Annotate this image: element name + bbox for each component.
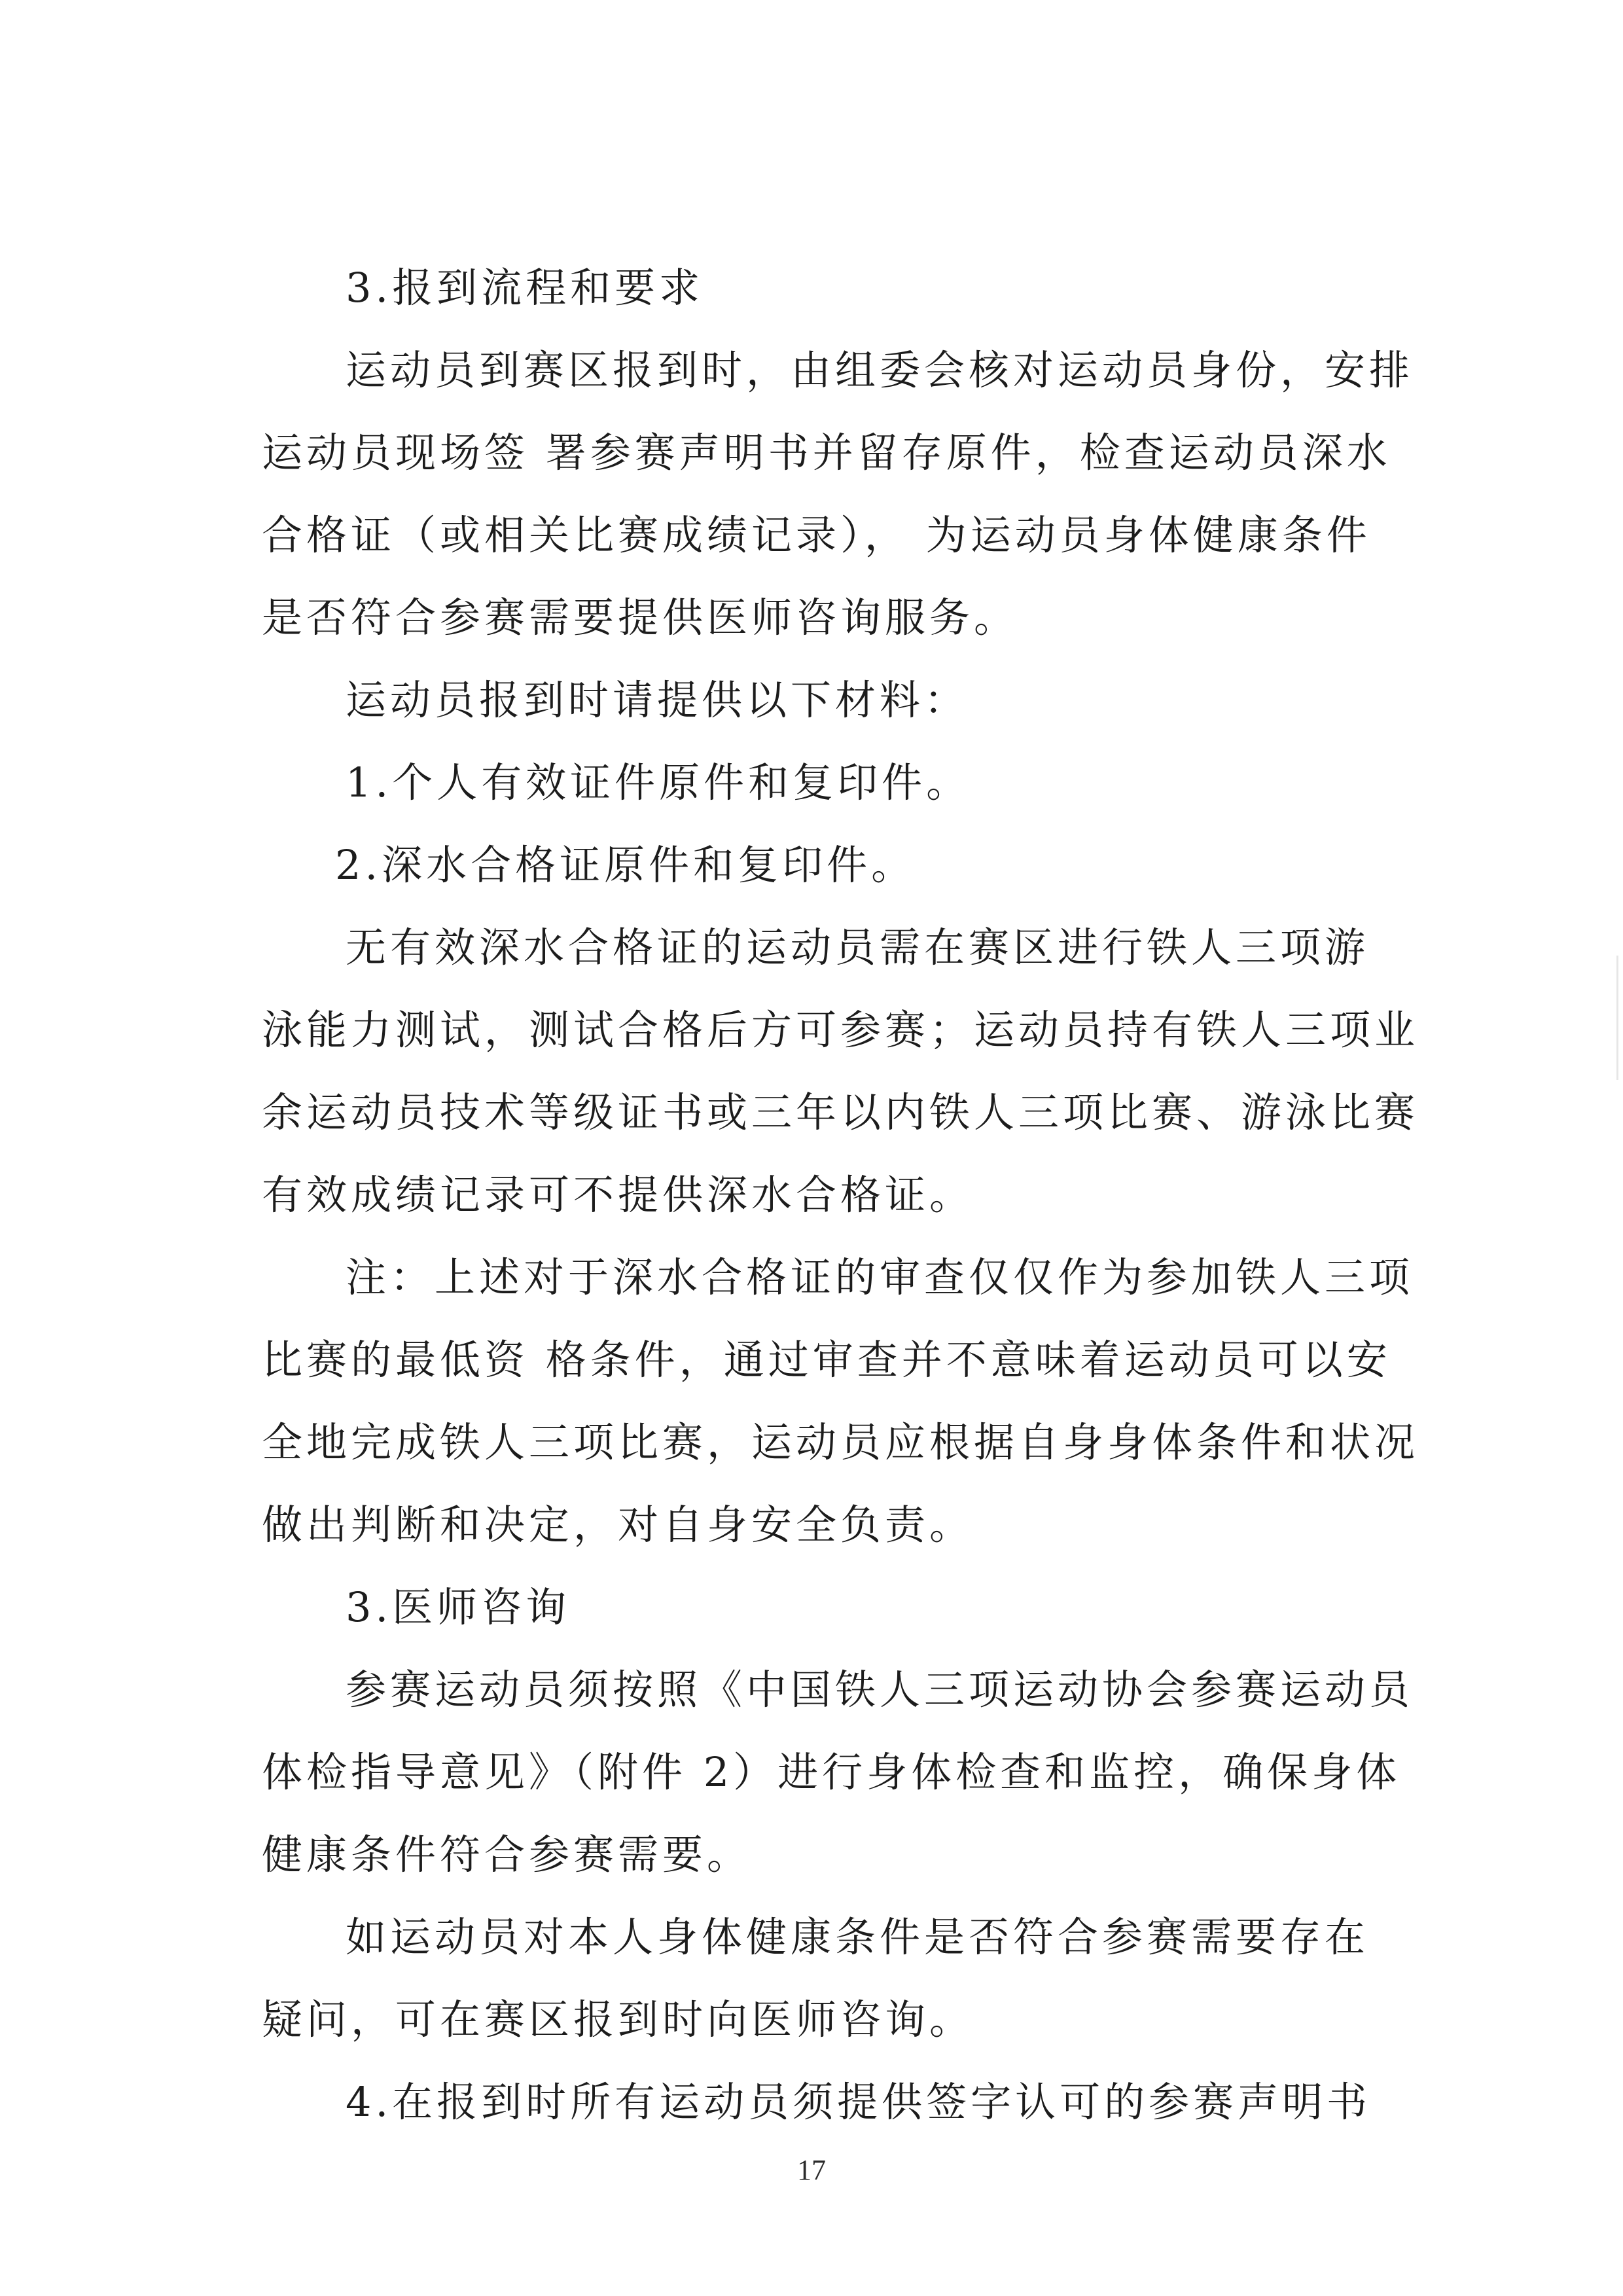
- paragraph-line: 运动员到赛区报到时，由组委会核对运动员身份，安排: [346, 346, 1414, 394]
- paragraph-line: 如运动员对本人身体健康条件是否符合参赛需要存在: [346, 1913, 1370, 1961]
- note-line: 做出判断和决定，对自身安全负责。: [262, 1501, 974, 1549]
- paragraph-line: 无有效深水合格证的运动员需在赛区进行铁人三项游: [346, 924, 1370, 971]
- section-heading-registration: 3.报到流程和要求: [346, 264, 704, 312]
- paragraph-line: 运动员报到时请提供以下材料：: [346, 676, 969, 724]
- paragraph-line: 是否符合参赛需要提供医师咨询服务。: [262, 594, 1019, 641]
- paragraph-line: 合格证（或相关比赛成绩记录）， 为运动员身体健康条件: [262, 511, 1371, 559]
- paragraph-line: 参赛运动员须按照《中国铁人三项运动协会参赛运动员: [346, 1666, 1414, 1713]
- list-item: 1.个人有效证件原件和复印件。: [346, 759, 971, 806]
- note-line: 注：上述对于深水合格证的审查仅仅作为参加铁人三项: [346, 1253, 1414, 1301]
- paragraph-line: 运动员现场签 署参赛声明书并留存原件，检查运动员深水: [262, 429, 1391, 476]
- note-line: 比赛的最低资 格条件，通过审查并不意味着运动员可以安: [262, 1336, 1391, 1384]
- paragraph-line: 有效成绩记录可不提供深水合格证。: [262, 1171, 974, 1219]
- paragraph-line: 泳能力测试，测试合格后方可参赛；运动员持有铁人三项业: [262, 1006, 1419, 1054]
- list-item: 2.深水合格证原件和复印件。: [335, 841, 916, 889]
- scan-artifact: [1616, 956, 1618, 1080]
- paragraph-line: 余运动员技术等级证书或三年以内铁人三项比赛、游泳比赛: [262, 1088, 1419, 1136]
- paragraph-line: 健康条件符合参赛需要。: [262, 1831, 752, 1878]
- paragraph-line: 体检指导意见》（附件 2）进行身体检查和监控，确保身体: [262, 1748, 1401, 1796]
- section-heading-doctor-consultation: 3.医师咨询: [346, 1583, 571, 1631]
- page-number: 17: [797, 2154, 826, 2186]
- note-line: 全地完成铁人三项比赛，运动员应根据自身身体条件和状况: [262, 1418, 1419, 1466]
- paragraph-line: 疑问，可在赛区报到时向医师咨询。: [262, 1996, 974, 2043]
- paragraph-line: 4.在报到时所有运动员须提供签字认可的参赛声明书: [346, 2078, 1372, 2126]
